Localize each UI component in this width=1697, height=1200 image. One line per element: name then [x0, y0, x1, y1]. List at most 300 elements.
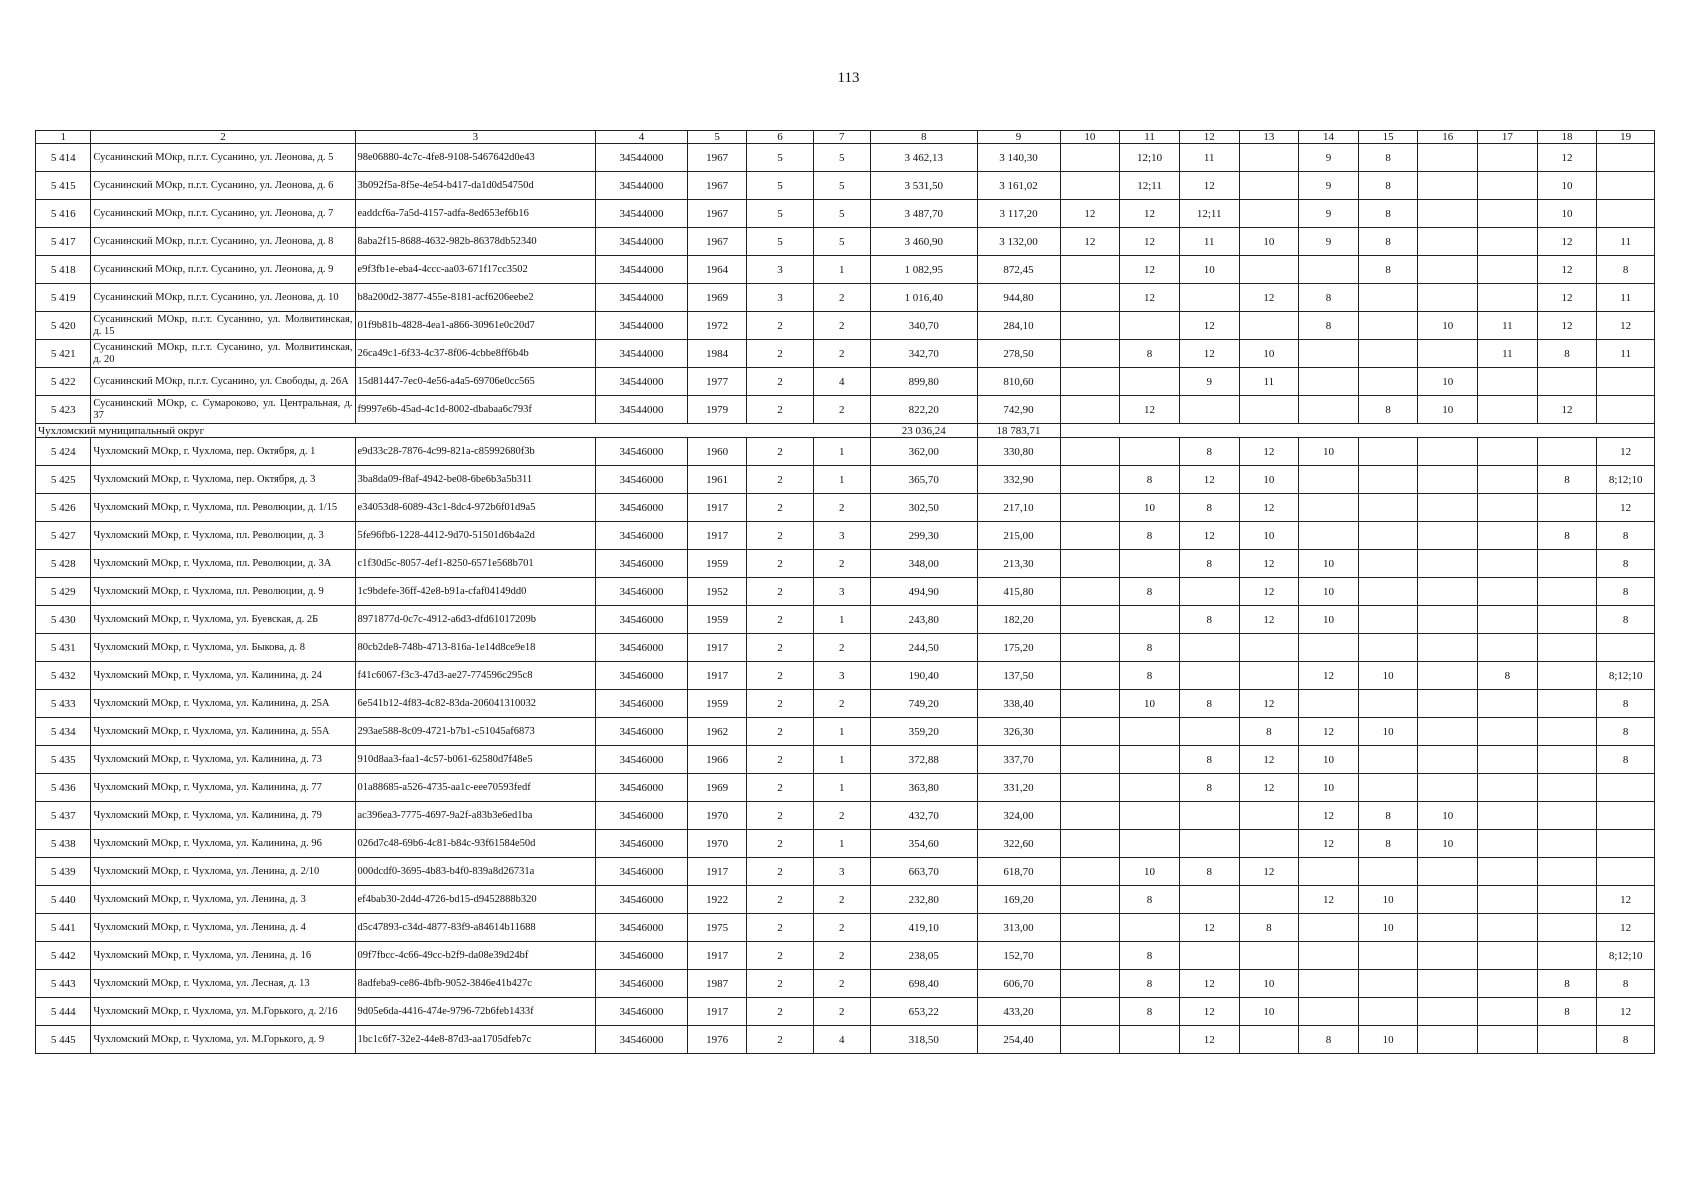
guid-cell: 15d81447-7ec0-4e56-a4a5-69706e0cc565 — [355, 368, 596, 396]
column-number: 7 — [813, 131, 871, 144]
table-cell — [1418, 466, 1478, 494]
address-cell: Сусанинский МОкр, п.г.т. Сусанино, ул. Леонова, д. 10 — [91, 284, 355, 312]
row-number-cell: 5 428 — [36, 550, 91, 578]
table-cell: 419,10 — [871, 914, 978, 942]
table-cell: 2 — [747, 690, 813, 718]
table-cell: 11 — [1239, 368, 1299, 396]
table-cell: 2 — [747, 312, 813, 340]
table-cell: 618,70 — [977, 858, 1060, 886]
guid-cell: 09f7fbcc-4c66-49cc-b2f9-da08e39d24bf — [355, 942, 596, 970]
table-cell: 2 — [747, 522, 813, 550]
table-cell: 340,70 — [871, 312, 978, 340]
table-cell: 8 — [1299, 284, 1359, 312]
register-table-body — [36, 131, 1655, 1054]
table-cell: 8 — [1239, 914, 1299, 942]
table-cell — [1418, 494, 1478, 522]
table-cell: 34546000 — [596, 494, 688, 522]
table-cell: 34546000 — [596, 466, 688, 494]
table-cell: 34544000 — [596, 340, 688, 368]
table-cell: 169,20 — [977, 886, 1060, 914]
table-cell — [1060, 550, 1120, 578]
table-cell: 8 — [1597, 690, 1655, 718]
table-cell: 8 — [1537, 340, 1597, 368]
table-cell: 2 — [813, 340, 871, 368]
table-row — [36, 606, 1655, 634]
table-cell — [1478, 228, 1538, 256]
column-number: 4 — [596, 131, 688, 144]
guid-cell: b8a200d2-3877-455e-8181-acf6206eebe2 — [355, 284, 596, 312]
table-cell: 363,80 — [871, 774, 978, 802]
table-cell: 12 — [1239, 774, 1299, 802]
table-cell: 1984 — [687, 340, 747, 368]
table-cell: 2 — [747, 634, 813, 662]
table-cell: 34544000 — [596, 144, 688, 172]
table-cell — [1239, 634, 1299, 662]
table-cell: 10 — [1358, 914, 1418, 942]
table-cell — [1418, 284, 1478, 312]
table-cell — [1537, 368, 1597, 396]
table-cell — [1478, 494, 1538, 522]
table-cell: 8 — [1358, 200, 1418, 228]
table-cell: 433,20 — [977, 998, 1060, 1026]
table-cell — [1478, 746, 1538, 774]
table-cell — [1597, 396, 1655, 424]
table-cell — [1478, 200, 1538, 228]
table-cell: 8 — [1120, 662, 1180, 690]
register-table — [35, 130, 1655, 1054]
table-cell — [1358, 494, 1418, 522]
guid-cell: 6e541b12-4f83-4c82-83da-206041310032 — [355, 690, 596, 718]
table-cell — [1537, 494, 1597, 522]
table-cell — [1597, 368, 1655, 396]
table-cell — [1060, 914, 1120, 942]
table-cell: 299,30 — [871, 522, 978, 550]
table-cell — [1478, 284, 1538, 312]
table-cell: 8;12;10 — [1597, 466, 1655, 494]
table-cell: 2 — [813, 284, 871, 312]
table-cell — [1239, 256, 1299, 284]
table-cell: 2 — [747, 578, 813, 606]
address-cell: Чухломский МОкр, г. Чухлома, пл. Революции, д. 3А — [91, 550, 355, 578]
table-cell: 8 — [1358, 802, 1418, 830]
table-cell: 944,80 — [977, 284, 1060, 312]
table-cell: 9 — [1299, 200, 1359, 228]
table-cell: 2 — [813, 550, 871, 578]
table-cell — [1418, 172, 1478, 200]
table-cell — [1120, 718, 1180, 746]
address-cell: Сусанинский МОкр, п.г.т. Сусанино, ул. Леонова, д. 9 — [91, 256, 355, 284]
table-cell — [1418, 998, 1478, 1026]
table-cell: 8 — [1179, 550, 1239, 578]
guid-cell: 26ca49c1-6f33-4c37-8f06-4cbbe8ff6b4b — [355, 340, 596, 368]
table-cell: 10 — [1120, 690, 1180, 718]
table-cell: 10 — [1537, 172, 1597, 200]
table-cell: 34546000 — [596, 606, 688, 634]
row-number-cell: 5 414 — [36, 144, 91, 172]
table-cell: 10 — [1537, 200, 1597, 228]
table-cell — [1060, 718, 1120, 746]
column-number: 14 — [1299, 131, 1359, 144]
table-cell: 8 — [1537, 998, 1597, 1026]
table-cell: 34546000 — [596, 998, 688, 1026]
address-cell: Чухломский МОкр, г. Чухлома, ул. Калинина, д. 73 — [91, 746, 355, 774]
table-cell: 3 — [747, 284, 813, 312]
table-cell: 8 — [1537, 522, 1597, 550]
table-cell: 1917 — [687, 662, 747, 690]
column-number: 1 — [36, 131, 91, 144]
table-cell: 11 — [1597, 284, 1655, 312]
table-cell — [1597, 634, 1655, 662]
table-cell: 8 — [1120, 970, 1180, 998]
column-number: 19 — [1597, 131, 1655, 144]
row-number-cell: 5 422 — [36, 368, 91, 396]
table-cell — [1299, 998, 1359, 1026]
table-cell: 34546000 — [596, 522, 688, 550]
table-cell — [1358, 746, 1418, 774]
table-cell: 10 — [1120, 858, 1180, 886]
table-cell: 8 — [1299, 1026, 1359, 1054]
table-cell: 12 — [1060, 200, 1120, 228]
table-cell: 12 — [1179, 914, 1239, 942]
address-cell: Чухломский МОкр, г. Чухлома, пер. Октября, д. 3 — [91, 466, 355, 494]
table-cell: 10 — [1239, 466, 1299, 494]
table-row — [36, 746, 1655, 774]
guid-cell: 000dcdf0-3695-4b83-b4f0-839a8d26731a — [355, 858, 596, 886]
table-row — [36, 522, 1655, 550]
guid-cell: 026d7c48-69b6-4c81-b84c-93f61584e50d — [355, 830, 596, 858]
table-row — [36, 200, 1655, 228]
table-cell — [1418, 578, 1478, 606]
table-cell: 1970 — [687, 802, 747, 830]
table-cell: 2 — [813, 634, 871, 662]
table-cell: 152,70 — [977, 942, 1060, 970]
table-cell: 12 — [1537, 144, 1597, 172]
table-cell — [1299, 256, 1359, 284]
table-cell: 1917 — [687, 998, 747, 1026]
table-cell: 12;11 — [1179, 200, 1239, 228]
table-cell: 1 — [813, 256, 871, 284]
table-cell: 8 — [1537, 466, 1597, 494]
table-cell: 34544000 — [596, 312, 688, 340]
table-cell: 1987 — [687, 970, 747, 998]
table-cell: 3 140,30 — [977, 144, 1060, 172]
table-cell: 217,10 — [977, 494, 1060, 522]
table-cell: 606,70 — [977, 970, 1060, 998]
table-cell: 742,90 — [977, 396, 1060, 424]
table-cell — [1537, 774, 1597, 802]
table-cell: 2 — [747, 396, 813, 424]
guid-cell: 293ae588-8c09-4721-b7b1-c51045af6873 — [355, 718, 596, 746]
table-cell: 8 — [1358, 396, 1418, 424]
table-cell: 2 — [747, 830, 813, 858]
guid-cell: d5c47893-c34d-4877-83f9-a84614b11688 — [355, 914, 596, 942]
table-cell — [1239, 396, 1299, 424]
table-cell: 175,20 — [977, 634, 1060, 662]
table-cell: 12 — [1239, 746, 1299, 774]
table-cell: 213,30 — [977, 550, 1060, 578]
table-cell: 1960 — [687, 438, 747, 466]
table-cell: 3 460,90 — [871, 228, 978, 256]
table-cell: 318,50 — [871, 1026, 978, 1054]
column-number: 11 — [1120, 131, 1180, 144]
row-number-cell: 5 417 — [36, 228, 91, 256]
table-cell: 8 — [1597, 746, 1655, 774]
table-cell: 3 — [813, 662, 871, 690]
table-cell: 12;10 — [1120, 144, 1180, 172]
table-cell: 322,60 — [977, 830, 1060, 858]
table-cell: 12 — [1239, 284, 1299, 312]
table-cell: 1969 — [687, 774, 747, 802]
table-cell — [1418, 886, 1478, 914]
row-number-cell: 5 438 — [36, 830, 91, 858]
table-cell: 34546000 — [596, 718, 688, 746]
table-cell — [1418, 914, 1478, 942]
column-number: 9 — [977, 131, 1060, 144]
row-number-cell: 5 440 — [36, 886, 91, 914]
table-cell: 8 — [1179, 606, 1239, 634]
table-cell — [1478, 466, 1538, 494]
table-cell: 9 — [1179, 368, 1239, 396]
table-cell: 238,05 — [871, 942, 978, 970]
table-cell: 12 — [1120, 396, 1180, 424]
table-cell: 1970 — [687, 830, 747, 858]
table-cell: 362,00 — [871, 438, 978, 466]
table-cell — [1358, 466, 1418, 494]
table-cell — [1120, 914, 1180, 942]
table-cell: 4 — [813, 1026, 871, 1054]
address-cell: Чухломский МОкр, г. Чухлома, пл. Революции, д. 3 — [91, 522, 355, 550]
table-cell: 137,50 — [977, 662, 1060, 690]
table-cell: 8 — [1120, 578, 1180, 606]
table-cell: 10 — [1418, 396, 1478, 424]
table-cell: 12 — [1239, 606, 1299, 634]
table-cell: 1959 — [687, 606, 747, 634]
table-row — [36, 340, 1655, 368]
row-number-cell: 5 431 — [36, 634, 91, 662]
table-cell — [1478, 144, 1538, 172]
table-cell — [1060, 970, 1120, 998]
table-cell: 34546000 — [596, 802, 688, 830]
table-cell: 10 — [1239, 970, 1299, 998]
table-cell: 10 — [1418, 312, 1478, 340]
column-number: 6 — [747, 131, 813, 144]
table-cell — [1060, 368, 1120, 396]
table-cell: 10 — [1120, 494, 1180, 522]
table-cell — [1537, 886, 1597, 914]
table-cell — [1179, 284, 1239, 312]
table-cell: 2 — [747, 746, 813, 774]
table-cell — [1478, 886, 1538, 914]
table-cell — [1537, 634, 1597, 662]
table-cell: 326,30 — [977, 718, 1060, 746]
address-cell: Сусанинский МОкр, п.г.т. Сусанино, ул. Молвитинская, д. 15 — [91, 312, 355, 340]
column-number: 13 — [1239, 131, 1299, 144]
table-cell: 8 — [1120, 998, 1180, 1026]
table-cell: 3 161,02 — [977, 172, 1060, 200]
table-cell — [1060, 662, 1120, 690]
address-cell: Чухломский МОкр, г. Чухлома, ул. Калинина, д. 25А — [91, 690, 355, 718]
table-cell: 8 — [1120, 466, 1180, 494]
table-cell: 232,80 — [871, 886, 978, 914]
table-cell: 8 — [1179, 494, 1239, 522]
row-number-cell: 5 415 — [36, 172, 91, 200]
table-cell: 12 — [1597, 312, 1655, 340]
table-cell — [1299, 858, 1359, 886]
table-cell: 8 — [1358, 256, 1418, 284]
table-row — [36, 494, 1655, 522]
table-cell: 10 — [1418, 368, 1478, 396]
table-cell: 2 — [747, 858, 813, 886]
column-number: 10 — [1060, 131, 1120, 144]
table-cell — [1060, 830, 1120, 858]
table-cell — [1239, 144, 1299, 172]
table-cell: 8 — [1120, 522, 1180, 550]
table-cell — [1418, 662, 1478, 690]
table-cell: 332,90 — [977, 466, 1060, 494]
table-cell — [1060, 172, 1120, 200]
table-cell: 348,00 — [871, 550, 978, 578]
table-cell — [1537, 606, 1597, 634]
table-cell: 182,20 — [977, 606, 1060, 634]
table-cell — [1358, 858, 1418, 886]
table-cell: 12 — [1239, 690, 1299, 718]
table-cell: 10 — [1239, 228, 1299, 256]
table-cell: 2 — [813, 690, 871, 718]
address-cell: Чухломский МОкр, г. Чухлома, ул. Ленина, д. 16 — [91, 942, 355, 970]
row-number-cell: 5 443 — [36, 970, 91, 998]
table-cell: 1917 — [687, 942, 747, 970]
guid-cell: 8971877d-0c7c-4912-a6d3-dfd61017209b — [355, 606, 596, 634]
table-cell — [1418, 746, 1478, 774]
table-cell: 10 — [1179, 256, 1239, 284]
table-cell: 12 — [1179, 1026, 1239, 1054]
table-row — [36, 550, 1655, 578]
table-cell — [1299, 690, 1359, 718]
guid-cell: e34053d8-6089-43c1-8dc4-972b6f01d9a5 — [355, 494, 596, 522]
table-cell — [1478, 858, 1538, 886]
table-cell: 11 — [1179, 144, 1239, 172]
table-cell: 10 — [1239, 998, 1299, 1026]
table-cell: 11 — [1179, 228, 1239, 256]
table-cell: 12 — [1299, 802, 1359, 830]
table-cell — [1478, 606, 1538, 634]
table-cell: 10 — [1358, 662, 1418, 690]
table-cell — [1537, 550, 1597, 578]
table-cell: 2 — [747, 998, 813, 1026]
table-cell — [1478, 634, 1538, 662]
table-cell: 331,20 — [977, 774, 1060, 802]
table-cell: 1959 — [687, 690, 747, 718]
table-cell: 34546000 — [596, 578, 688, 606]
table-cell: 34544000 — [596, 172, 688, 200]
table-cell: 12 — [1597, 886, 1655, 914]
table-cell: 330,80 — [977, 438, 1060, 466]
table-cell: 1969 — [687, 284, 747, 312]
row-number-cell: 5 436 — [36, 774, 91, 802]
table-cell: 12 — [1179, 312, 1239, 340]
guid-cell: 5fe96fb6-1228-4412-9d70-51501d6b4a2d — [355, 522, 596, 550]
table-cell: 354,60 — [871, 830, 978, 858]
table-cell: 12 — [1299, 886, 1359, 914]
table-cell — [1418, 522, 1478, 550]
table-cell: 2 — [813, 942, 871, 970]
table-cell — [1537, 662, 1597, 690]
guid-cell: f9997e6b-45ad-4c1d-8002-dbabaa6c793f — [355, 396, 596, 424]
table-cell: 8;12;10 — [1597, 942, 1655, 970]
address-cell: Чухломский МОкр, г. Чухлома, ул. М.Горького, д. 2/16 — [91, 998, 355, 1026]
table-cell — [1478, 550, 1538, 578]
table-cell: 8 — [1597, 522, 1655, 550]
table-cell: 1 — [813, 718, 871, 746]
table-cell — [1060, 438, 1120, 466]
column-number: 12 — [1179, 131, 1239, 144]
address-cell: Чухломский МОкр, г. Чухлома, ул. Ленина, д. 3 — [91, 886, 355, 914]
table-cell: 1962 — [687, 718, 747, 746]
table-cell: 2 — [747, 886, 813, 914]
table-cell: 2 — [747, 368, 813, 396]
table-cell: 1964 — [687, 256, 747, 284]
table-cell — [1418, 634, 1478, 662]
table-cell: 810,60 — [977, 368, 1060, 396]
table-cell: 12 — [1597, 494, 1655, 522]
table-cell: 12 — [1179, 970, 1239, 998]
table-cell: 494,90 — [871, 578, 978, 606]
table-cell: 10 — [1418, 802, 1478, 830]
table-cell: 8 — [1597, 256, 1655, 284]
table-cell — [1418, 858, 1478, 886]
table-cell: 243,80 — [871, 606, 978, 634]
table-cell: 1917 — [687, 494, 747, 522]
table-cell: 34544000 — [596, 200, 688, 228]
table-cell: 1979 — [687, 396, 747, 424]
table-cell — [1060, 942, 1120, 970]
section-label: Чухломский муниципальный округ — [36, 424, 871, 438]
guid-cell: 9d05e6da-4416-474e-9796-72b6feb1433f — [355, 998, 596, 1026]
row-number-cell: 5 442 — [36, 942, 91, 970]
table-cell: 12 — [1597, 438, 1655, 466]
table-cell — [1060, 858, 1120, 886]
table-cell — [1418, 1026, 1478, 1054]
table-cell — [1060, 578, 1120, 606]
table-cell: 822,20 — [871, 396, 978, 424]
table-row — [36, 578, 1655, 606]
table-cell: 2 — [747, 466, 813, 494]
table-cell — [1537, 1026, 1597, 1054]
table-cell: 34544000 — [596, 368, 688, 396]
table-cell: 1 016,40 — [871, 284, 978, 312]
guid-cell: e9d33c28-7876-4c99-821a-c85992680f3b — [355, 438, 596, 466]
guid-cell: 80cb2de8-748b-4713-816a-1e14d8ce9e18 — [355, 634, 596, 662]
table-cell: 1 — [813, 830, 871, 858]
table-cell — [1478, 802, 1538, 830]
table-cell — [1358, 522, 1418, 550]
guid-cell: e9f3fb1e-eba4-4ccc-aa03-671f17cc3502 — [355, 256, 596, 284]
table-cell — [1418, 340, 1478, 368]
table-cell — [1537, 690, 1597, 718]
table-cell: 324,00 — [977, 802, 1060, 830]
table-cell: 12 — [1239, 550, 1299, 578]
table-cell — [1478, 396, 1538, 424]
table-cell: 254,40 — [977, 1026, 1060, 1054]
row-number-cell: 5 421 — [36, 340, 91, 368]
table-cell: 8 — [1478, 662, 1538, 690]
table-cell: 11 — [1597, 228, 1655, 256]
table-cell: 12;11 — [1120, 172, 1180, 200]
table-cell — [1299, 942, 1359, 970]
guid-cell: 98e06880-4c7c-4fe8-9108-5467642d0e43 — [355, 144, 596, 172]
address-cell: Чухломский МОкр, г. Чухлома, ул. Калинина, д. 24 — [91, 662, 355, 690]
table-cell: 10 — [1418, 830, 1478, 858]
